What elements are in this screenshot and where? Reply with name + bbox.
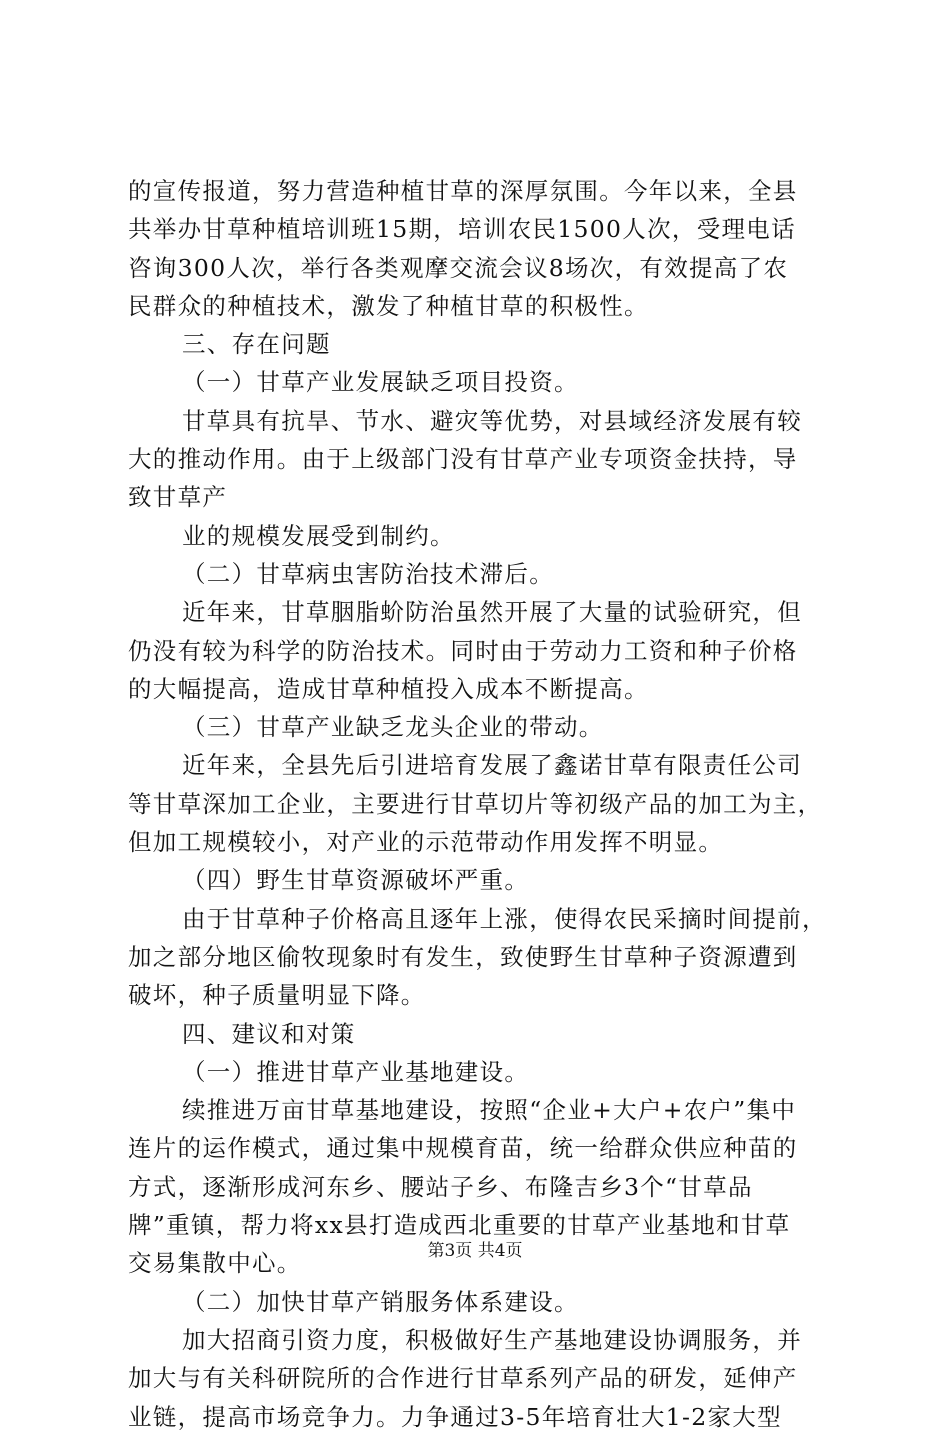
subsection-heading: （二）加快甘草产销服务体系建设。 (182, 1287, 579, 1316)
body-line: 大的推动作用。由于上级部门没有甘草产业专项资金扶持，导 (128, 445, 798, 474)
body-line: 的大幅提高，造成甘草种植投入成本不断提高。 (128, 674, 649, 703)
page-number-footer: 第3页 共4页 (427, 1241, 523, 1261)
body-line: 共举办甘草种植培训班15期，培训农民1500人次，受理电话 (128, 215, 796, 244)
body-line: 咨询300人次，举行各类观摩交流会议8场次，有效提高了农 (128, 253, 789, 282)
body-line: 加之部分地区偷牧现象时有发生，致使野生甘草种子资源遭到 (128, 942, 798, 971)
body-line: 仍没有较为科学的防治技术。同时由于劳动力工资和种子价格 (128, 636, 798, 665)
body-line: 加大招商引资力度，积极做好生产基地建设协调服务，并 (182, 1325, 802, 1354)
body-line: 近年来，甘草胭脂蚧防治虽然开展了大量的试验研究，但 (182, 598, 802, 627)
section-heading: 三、存在问题 (182, 330, 331, 359)
body-line: 近年来，全县先后引进培育发展了鑫诺甘草有限责任公司 (182, 751, 802, 780)
section-heading: 四、建议和对策 (182, 1019, 356, 1048)
subsection-heading: （三）甘草产业缺乏龙头企业的带动。 (182, 713, 604, 742)
body-line: 交易集散中心。 (128, 1249, 302, 1278)
body-line: 业的规模发展受到制约。 (182, 521, 455, 550)
body-line: 由于甘草种子价格高且逐年上涨，使得农民采摘时间提前， (182, 904, 827, 933)
body-line: 破坏，种子质量明显下降。 (128, 981, 426, 1010)
body-line: 致甘草产 (128, 483, 228, 512)
body-line: 业链，提高市场竞争力。力争通过3-5年培育壮大1-2家大型 (128, 1402, 782, 1431)
body-line: 的宣传报道，努力营造种植甘草的深厚氛围。今年以来，全县 (128, 177, 798, 205)
body-line: 续推进万亩甘草基地建设，按照“企业+大户+农户”集中 (182, 1096, 797, 1125)
body-line: 甘草具有抗旱、节水、避灾等优势，对县域经济发展有较 (182, 406, 802, 435)
subsection-heading: （一）甘草产业发展缺乏项目投资。 (182, 368, 579, 397)
body-line: 但加工规模较小，对产业的示范带动作用发挥不明显。 (128, 828, 724, 857)
subsection-heading: （一）推进甘草产业基地建设。 (182, 1057, 530, 1086)
body-line: 连片的运作模式，通过集中规模育苗，统一给群众供应种苗的 (128, 1134, 798, 1163)
body-line: 加大与有关科研院所的合作进行甘草系列产品的研发，延伸产 (128, 1364, 798, 1393)
body-line: 牌”重镇，帮力将xx县打造成西北重要的甘草产业基地和甘草 (128, 1211, 791, 1240)
body-line: 民群众的种植技术，激发了种植甘草的积极性。 (128, 291, 649, 320)
subsection-heading: （四）野生甘草资源破坏严重。 (182, 866, 530, 895)
body-line: 方式，逐渐形成河东乡、腰站子乡、布隆吉乡3个“甘草品 (128, 1172, 753, 1201)
subsection-heading: （二）甘草病虫害防治技术滞后。 (182, 559, 554, 588)
body-line: 等甘草深加工企业，主要进行甘草切片等初级产品的加工为主， (128, 789, 823, 818)
